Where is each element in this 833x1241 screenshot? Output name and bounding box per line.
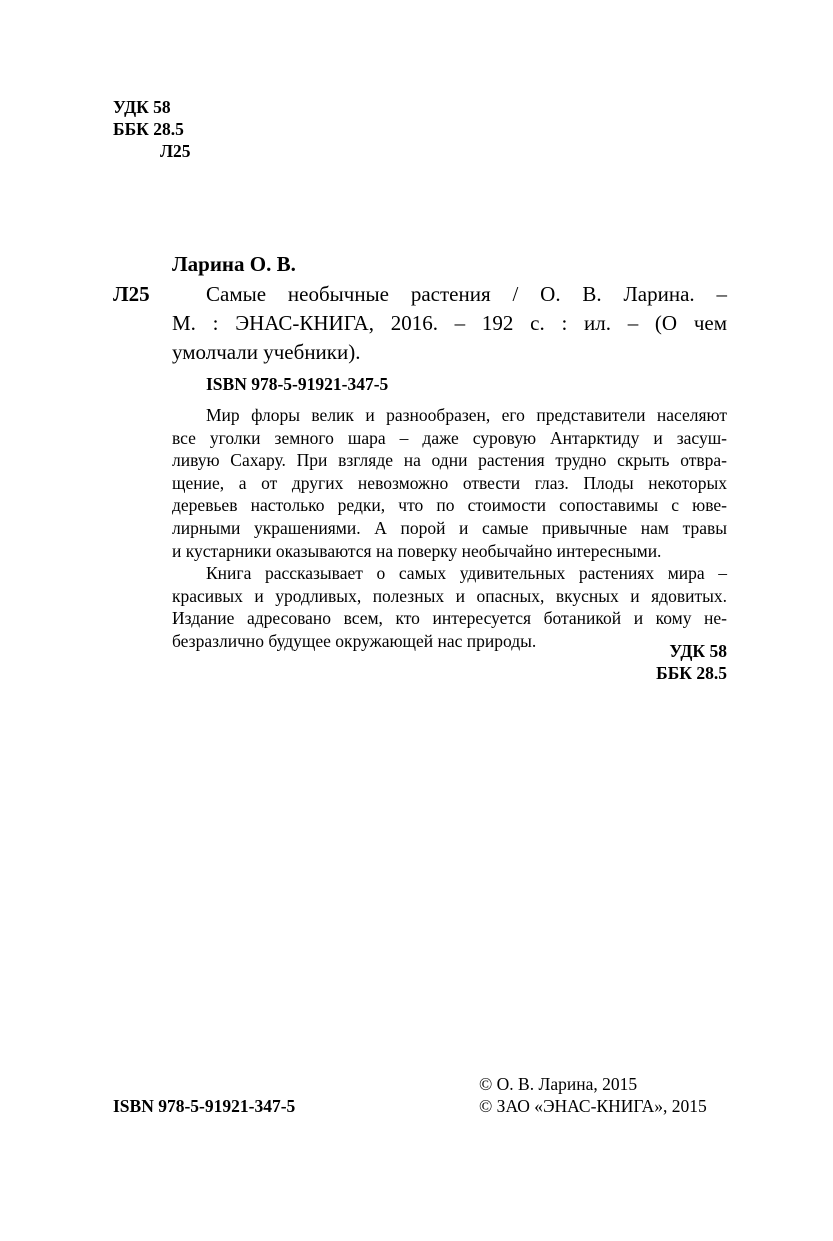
annotation-line: лирными украшениями. А порой и самые привычные нам травы <box>172 517 727 538</box>
copyright-block <box>479 1073 707 1117</box>
annotation-line: безразлично будущее окружающей нас природы. <box>172 630 537 651</box>
udk-code: УДК 58 <box>113 97 171 117</box>
bbk-code: ББК 28.5 <box>656 663 727 683</box>
description-line: умолчали учебники). <box>172 340 361 364</box>
copyright-author: © О. В. Ларина, 2015 <box>479 1074 638 1094</box>
bibliographic-description <box>172 280 727 367</box>
annotation-line: красивых и уродливых, полезных и опасных, вкусных и ядовитых. <box>172 585 727 606</box>
annotation-line: и кустарники оказываются на поверку необычайно интересными. <box>172 540 662 561</box>
description-line: М. : ЭНАС-КНИГА, 2016. – 192 с. : ил. – (О чем <box>172 311 727 335</box>
annotation-line: ливую Сахару. При взгляде на одни растения трудно скрыть отвра- <box>172 450 727 471</box>
author-heading: Ларина О. В. <box>172 252 296 276</box>
description-line: Самые необычные растения / О. В. Ларина. – <box>206 282 727 306</box>
annotation-line: Книга рассказывает о самых удивительных растениях мира – <box>206 563 727 584</box>
bbk-code: ББК 28.5 <box>113 119 184 139</box>
copyright-publisher: © ЗАО «ЭНАС-КНИГА», 2015 <box>479 1096 707 1116</box>
annotation <box>172 404 727 653</box>
bottom-classification-codes <box>656 640 727 684</box>
top-classification-codes <box>113 96 191 162</box>
annotation-line: Издание адресовано всем, кто интересуется ботаникой и кому не- <box>172 608 727 629</box>
annotation-line: все уголки земного шара – даже суровую Антарктиду и засуш- <box>172 427 727 448</box>
annotation-line: щение, а от других невозможно отвести глаз. Плоды некоторых <box>172 472 727 493</box>
author-sign-code: Л25 <box>160 141 191 161</box>
udk-code: УДК 58 <box>669 641 727 661</box>
annotation-line: Мир флоры велик и разнообразен, его представители населяют <box>206 405 727 425</box>
author-sign-margin: Л25 <box>113 282 150 306</box>
isbn-mid: ISBN 978-5-91921-347-5 <box>206 374 389 394</box>
annotation-line: деревьев настолько редки, что по стоимости сопоставимы с юве- <box>172 495 727 516</box>
isbn-bottom: ISBN 978-5-91921-347-5 <box>113 1096 296 1116</box>
